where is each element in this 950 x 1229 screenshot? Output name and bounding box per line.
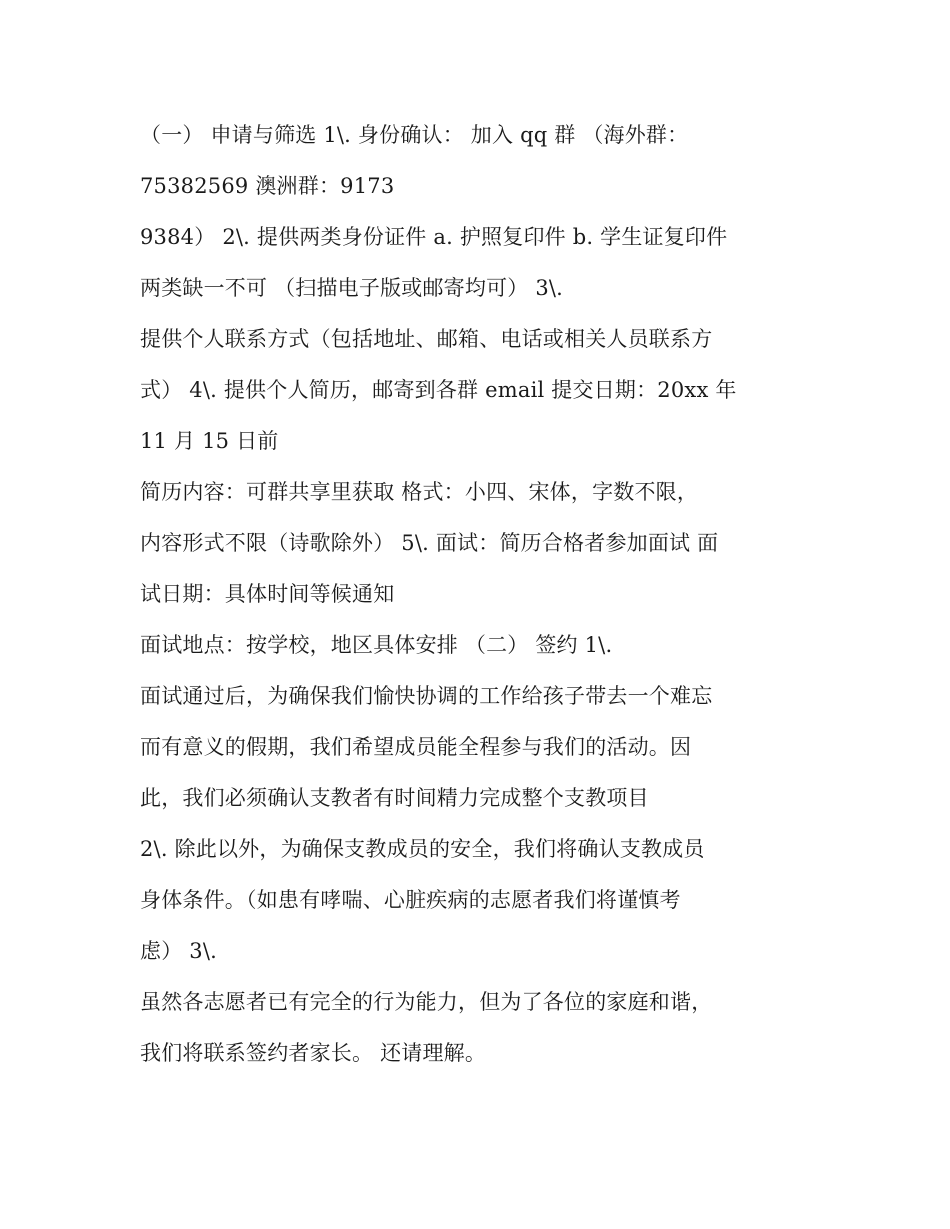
text-line: 提供个人联系方式（包括地址、邮箱、电话或相关人员联系方 <box>140 327 713 351</box>
text-line: 面试地点：按学校，地区具体安排 （二） 签约 1\. <box>140 633 613 657</box>
text-line: 试日期：具体时间等候通知 <box>140 582 395 606</box>
text-line: 我们将联系签约者家长。 还请理解。 <box>140 1041 487 1065</box>
text-line: 简历内容：可群共享里获取 格式：小四、宋体，字数不限， <box>140 480 699 504</box>
text-line: 内容形式不限（诗歌除外） 5\. 面试：简历合格者参加面试 面 <box>140 531 719 555</box>
text-line: 虑） 3\. <box>140 939 217 963</box>
text-line: 两类缺一不可 （扫描电子版或邮寄均可） 3\. <box>140 276 564 300</box>
text-line: 而有意义的假期，我们希望成员能全程参与我们的活动。因 <box>140 735 692 759</box>
text-line: 面试通过后，为确保我们愉快协调的工作给孩子带去一个难忘 <box>140 684 713 708</box>
text-line: 75382569 澳洲群：9173 <box>140 174 395 198</box>
document-body <box>140 110 830 1079</box>
text-line: 身体条件。（如患有哮喘、心脏疾病的志愿者我们将谨慎考 <box>140 888 681 912</box>
text-line: 此，我们必须确认支教者有时间精力完成整个支教项目 <box>140 786 649 810</box>
text-line: 虽然各志愿者已有完全的行为能力，但为了各位的家庭和谐， <box>140 990 713 1014</box>
text-line: 9384） 2\. 提供两类身份证件 a. 护照复印件 b. 学生证复印件 <box>140 225 728 249</box>
text-line: 2\. 除此以外，为确保支教成员的安全，我们将确认支教成员 <box>140 837 705 861</box>
text-line: （一） 申请与筛选 1\. 身份确认： 加入 qq 群 （海外群： <box>140 123 689 147</box>
text-line: 式） 4\. 提供个人简历，邮寄到各群 email 提交日期：20xx 年 <box>140 378 737 402</box>
text-line: 11 月 15 日前 <box>140 429 279 453</box>
